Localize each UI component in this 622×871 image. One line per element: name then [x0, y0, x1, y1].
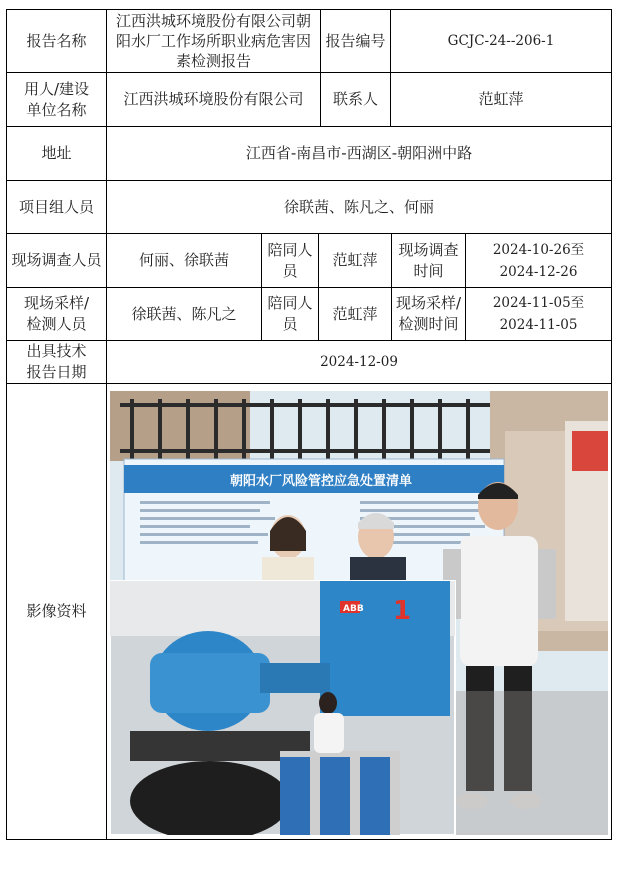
accompany-value-1: 范虹萍 [332, 251, 378, 269]
sampling-staff-value: 徐联茜、陈凡之 [131, 304, 237, 323]
sampling-time-label: 现场采样/ 检测时间 [395, 294, 462, 333]
sampling-staff-label: 现场采样/ 检测人员 [23, 294, 90, 333]
address-value: 江西省-南昌市-西湖区-朝阳洲中路 [245, 144, 473, 162]
site-photo-illustration [110, 391, 608, 835]
employer-label: 用人/建设 单位名称 [23, 79, 90, 119]
board-title: 朝阳水厂风险管控应急处置清单 [230, 474, 413, 489]
sampling-time-value: 2024-11-05至 2024-11-05 [492, 295, 585, 333]
contact-value: 范虹萍 [478, 90, 524, 108]
team-label: 项目组人员 [18, 197, 94, 216]
survey-staff-value: 何丽、徐联茜 [138, 251, 229, 269]
team-value: 徐联茜、陈凡之、何丽 [283, 197, 434, 216]
survey-time-value: 2024-10-26至 2024-12-26 [492, 241, 585, 280]
accompany-value-2: 范虹萍 [332, 304, 378, 323]
survey-time-label: 现场调查 时间 [398, 240, 459, 280]
abb-logo: ABB [343, 604, 364, 614]
contact-label: 联系人 [332, 90, 378, 108]
report-no-value: GCJC-24--206-1 [447, 32, 555, 49]
site-photo [110, 391, 608, 835]
report-no-label: 报告编号 [325, 31, 386, 50]
report-name-label: 报告名称 [26, 31, 87, 50]
images-label: 影像资料 [26, 602, 87, 620]
machine-number: 1 [393, 596, 412, 626]
address-label: 地址 [41, 144, 72, 162]
table-border-right [611, 9, 612, 840]
accompany-label-1: 陪同人 员 [267, 240, 313, 280]
survey-staff-label: 现场调查人员 [11, 251, 102, 269]
table-border-bottom [6, 839, 612, 840]
accompany-label-2: 陪同人 员 [267, 294, 313, 333]
issue-date-label: 出具技术 报告日期 [26, 342, 87, 381]
employer-value: 江西洪城环境股份有限公司 [123, 90, 304, 108]
report-name-value: 江西洪城环境股份有限公司朝 阳水厂工作场所职业病危害因 素检测报告 [115, 12, 311, 70]
issue-date-value: 2024-12-09 [320, 353, 398, 370]
